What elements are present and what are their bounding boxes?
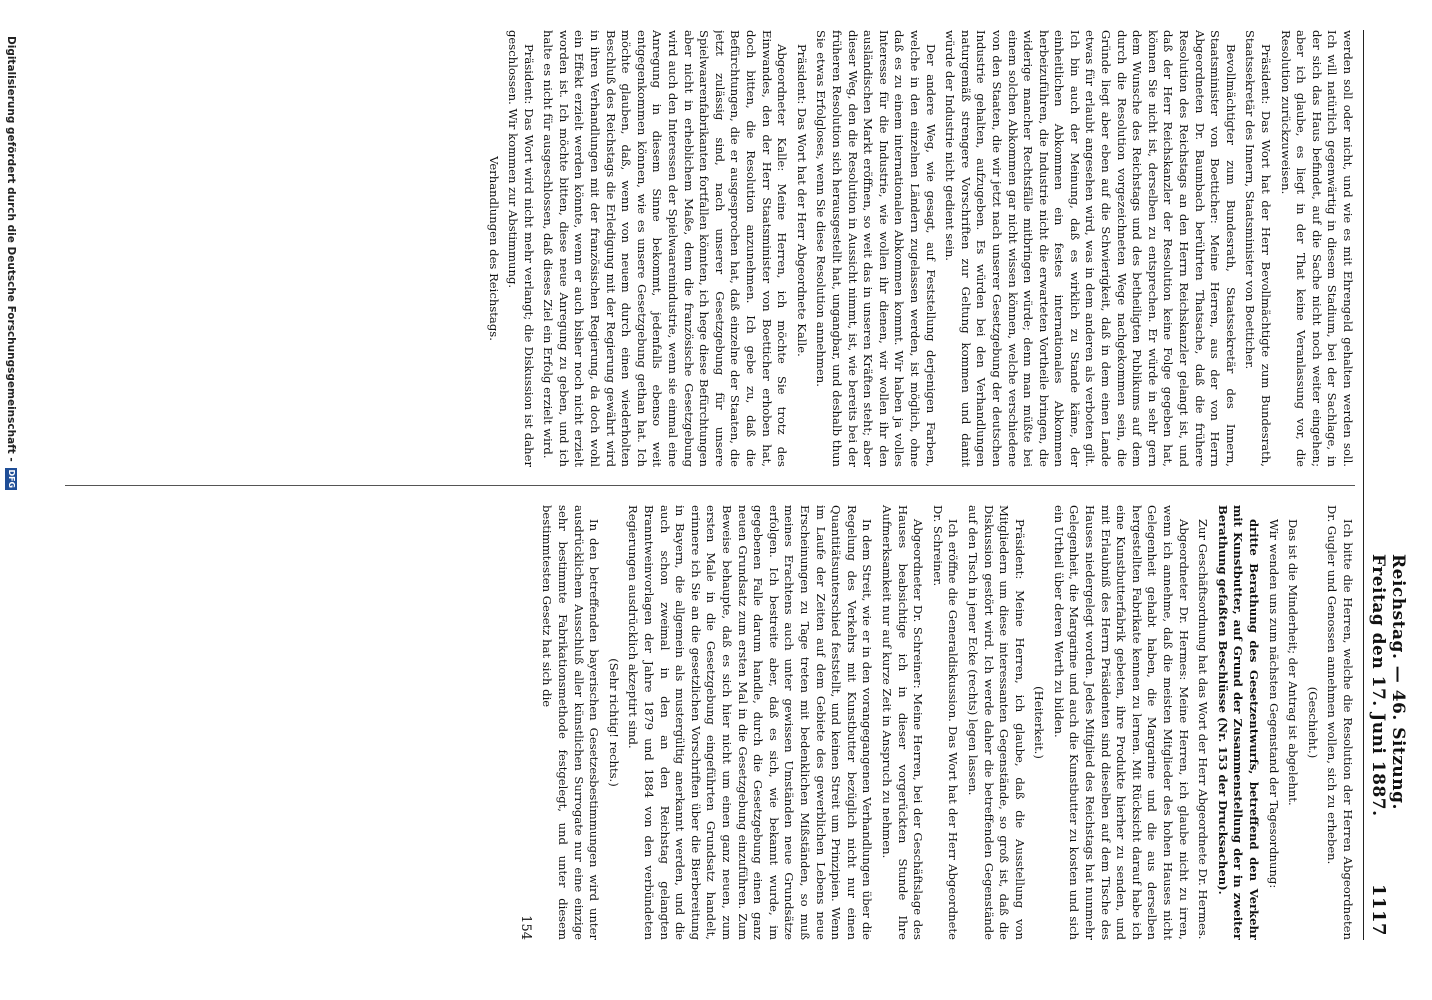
page-number: 1117 — [1368, 883, 1389, 936]
paragraph: Abgeordneter Dr. Schreiner: Meine Herren, bei der Geschäftslage des Hauses beabsichtige ich in dieser vorgerückten Stunde Ihre Aufmerksamkeit nur auf kurze Zeit in Anspruch zu nehmen. — [879, 505, 926, 940]
left-column — [65, 30, 1355, 485]
paragraph: Präsident: Das Wort hat der Herr Bevollmächtigte zum Bundesrath, Staatssekretär des Innern, Staatsminister von Boetticher. — [1243, 30, 1274, 467]
paragraph: Wir wenden uns zum nächsten Gegenstand der Tagesordnung: — [1266, 519, 1281, 889]
agenda-item: dritte Berathung des Gesetzentwurfs, betreffend den Verkehr mit Kunstbutter, auf Grund der Zusammenstellung der in zweiter Berathung gefaßten Beschlüsse (Nr. 153 der Drucksachen). — [1215, 505, 1262, 940]
right-column — [65, 485, 1355, 940]
running-title: Reichstag. — 46. Sitzung. Freitag den 17. Juni 1887. — [1368, 554, 1408, 817]
interjection: (Heiterkeit.) — [1032, 686, 1047, 759]
paragraph: werden soll oder nicht, und wie es mit Ehrengeld gehalten werden soll. Ich will natürlich gegenwärtig in diesem Stadium, bei der Sachlage, in der sich das Haus befindet, auf die Sache nicht noch weiter eingehen; aber ich glaube, es liegt in der That keine Veranlassung vor, die Resolution zurückzuweisen. — [1278, 30, 1355, 467]
paragraph: Bevollmächtigter zum Bundesrath, Staatssekretär des Innern, Staatsminister von Boetticher: Meine Herren, aus der von Herrn Abgeordneten Dr. Baumbach berührten Thatsache, daß die frühere Resolution des Reichstags an den Herrn Reichskanzler gelangt ist, und daß der Herr Reichskanzler der Resolution keine Folge gegeben hat, können Sie nicht ist, derselben zu entsprechen. Er würde in sehr gern dem Wunsche des Reichstags und des betheiligten Publikums auf dem durch die Resolution vorgezeichneten Wege nachgekommen sein, die Gründe liegt aber eben auf die Schwierigkeit, daß in dem einen Lande etwas für erlaubt angesehen wird, was in dem anderen als verboten gilt. Ich bin auch der Meinung, daß es wirklich zu Stande käme, der einheitlichen Abkommen ein festes internationales Abkommen herbeizuführen, die Industrie nicht die erwarteten Vortheile bringen, die widerige mancher Rechtsfälle mitbringen würde; denn man müßte bei einem solchen Abkommen gar nicht wissen können, welche verschiedene von den Staaten, die wir jetzt nach unserer Gesetzgebung der deutschen Industrie gehalten, aufzugeben. Es würden bei den Verhandlungen naturgemäß strengere Vorschriften zur Geltung kommen und damit würde der Industrie nicht gedient sein. — [943, 30, 1238, 467]
digitization-credit — [0, 0, 22, 1000]
paragraph: Ich bitte die Herren, welche die Resolution der Herren Abgeordneten Dr. Gugler und Genossen annehmen wollen, sich zu erheben. — [1325, 505, 1355, 940]
paragraph: Ich eröffne die Generaldiskussion. Das Wort hat der Herr Abgeordnete Dr. Schreiner. — [930, 505, 961, 940]
paragraph: Präsident: Meine Herren, ich glaube, daß die Ausstellung von Mitgliedern um diese interessanten Gegenstände, so groß ist, daß die Diskussion gestört wird. Ich werde daher die betreffenden Gegenstände auf den Tisch in jener Ecke (rechts) legen lassen. — [965, 505, 1027, 940]
interjection: (Sehr richtig! rechts.) — [606, 658, 621, 787]
interjection: (Geschieht.) — [1305, 686, 1320, 759]
credit-text: Digitalisierung gefördert durch die Deutsche Forschungsgemeinschaft - — [5, 36, 17, 462]
column-divider — [65, 485, 1355, 486]
paragraph: Präsident: Das Wort hat der Herr Abgeordnete Kalle. — [794, 44, 809, 357]
paragraph: In den betreffenden bayerischen Gesetzesbestimmungen wird unter ausdrücklichem Ausschluß aller künstlichen Surrogate nur eine einzige sehr bestimmte Fabrikationsmethode festgelegt, und unter diesem bestimmtesten Gesetz hat sich die — [540, 505, 602, 940]
paragraph: Präsident: Das Wort wird nicht mehr verlangt; die Diskussion ist daher geschlossen. Wir kommen zur Abstimmung. — [506, 30, 536, 467]
paragraph: Abgeordneter Dr. Hermes: Meine Herren, ich glaube nicht zu irren, wenn ich annehme, daß die meisten Mitglieder des hohen Hauses nicht Gelegenheit gehabt haben, die Margarine und die aus derselben hergestellten Fabrikate kennen zu lernen. Mit Rücksicht darauf habe ich eine Kunstbutterfabrik gebeten, ihre Produkte hierher zu senden, und mit Erlaubniß des Herrn Präsidenten sind dieselben auf dem Tische des Hauses niedergelegt worden. Jedes Mitglied des Reichstags hat nunmehr Gelegenheit, die Margarine und auch die Kunstbutter zu kosten und sich ein Urtheil über deren Werth zu bilden. — [1051, 505, 1191, 940]
paragraph: Abgeordneter Kalle: Meine Herren, ich möchte Sie trotz des Einwandes, den der Herr Staatsminister von Boetticher erhoben hat, doch bitten, die Resolution anzunehmen. Ich gebe zu, daß die Befürchtungen, die er ausgesprochen hat, daß einzelne der Staaten, die jetzt zulässig sind, nach unserer Gesetzgebung für unsere Spielwaarenfabrikanten fortfallen könnten, ich hege diese Befürchtungen aber nicht in erheblichem Maße, denn die französische Gesetzgebung wird auch den Interessen der Spielwaarenindustrie, wenn sie einmal eine Anregung in diesem Sinne bekommt, jedenfalls ebenso weit entgegenkommen können, wie es unsere Gesetzgebung gethan hat. Ich möchte glauben, daß, wenn von neuem durch einen wiederholten Beschluß des Reichstags die Erledigung mit der Regierung gewährt wird in ihren Verhandlungen mit der französischen Regierung, da doch wohl ein Effekt erzielt werden könnte, wenn er auch bisher noch nicht erzielt worden ist. Ich möchte bitten, diese neue Anregung zu geben, und ich halte es nicht für ausgeschlossen, daß dieses Ziel ein Erfolg erzielt wird. — [541, 30, 790, 467]
paragraph: Der andere Weg, wie gesagt, auf Feststellung derjenigen Farben, welche in den einzelnen Ländern zugelassen werden, ist möglich, ohne daß es zu einem internationalen Abkommen kommt. Wir haben ja volles Interesse für die Industrie, wie wollen ihr dienen, wir wollen ihr den ausländischen Markt eröffnen, so weit das in unseren Kräften steht; aber dieser Weg, den die Resolution in Aussicht nimmt, ist, wie bereits bei der früheren Resolution sich herausgestellt hat, ungangbar, und deshalb thun Sie etwas Erfolgloses, wenn Sie diese Resolution annehmen. — [814, 30, 938, 467]
page-header — [1363, 30, 1408, 940]
dfg-logo-icon: DFG — [7, 469, 16, 489]
paragraph: Das ist die Minderheit; der Antrag ist abgelehnt. — [1286, 519, 1301, 806]
paragraph: Zur Geschäftsordnung hat das Wort der Herr Abgeordnete Dr. Hermes. — [1196, 519, 1211, 940]
paragraph: In dem Streit, wie er in den vorangegangenen Verhandlungen über die Regelung des Verkehrs mit Kunstbutter bezüglich nicht nur einen Quantitätsunterschied feststellt, und keinen Streit um Prinzipien. Wenn im Laufe der Zeiten auf dem Gebiete des gewerblichen Lebens neue Erscheinungen zu Tage treten mit bedenklichen Mißständen, so muß meines Erachtens auch unter gewissen Umständen neue Grundsätze erfolgen. Ich bestreite aber, daß es sich, wie bekannt wurde, im gegebenen Falle darum handle, durch die Gesetzgebung einen ganz neuen Grundsatz zum ersten Mal in die Gesetzgebung einzuführen. Zum Beweise behaupte, daß es sich hier nicht um einen ganz neuen, zum ersten Male in die Gesetzgebung eingeführten Grundsatz handelt, erinnere ich Sie an die gesetzlichen Vorschriften über die Bierbereitung in Bayern, die allgemein als mustergültig anerkannt werden, und die auch schon zweimal in den an den Reichstag gelangten Branntweinvorlagen der Jahre 1879 und 1884 von den verbündeten Regierungen ausdrücklich akzeptirt sind. — [626, 505, 875, 940]
text-columns — [65, 30, 1355, 940]
sheet-number: 154 — [517, 915, 533, 940]
section-footer: Verhandlungen des Reichstags. — [486, 156, 501, 341]
